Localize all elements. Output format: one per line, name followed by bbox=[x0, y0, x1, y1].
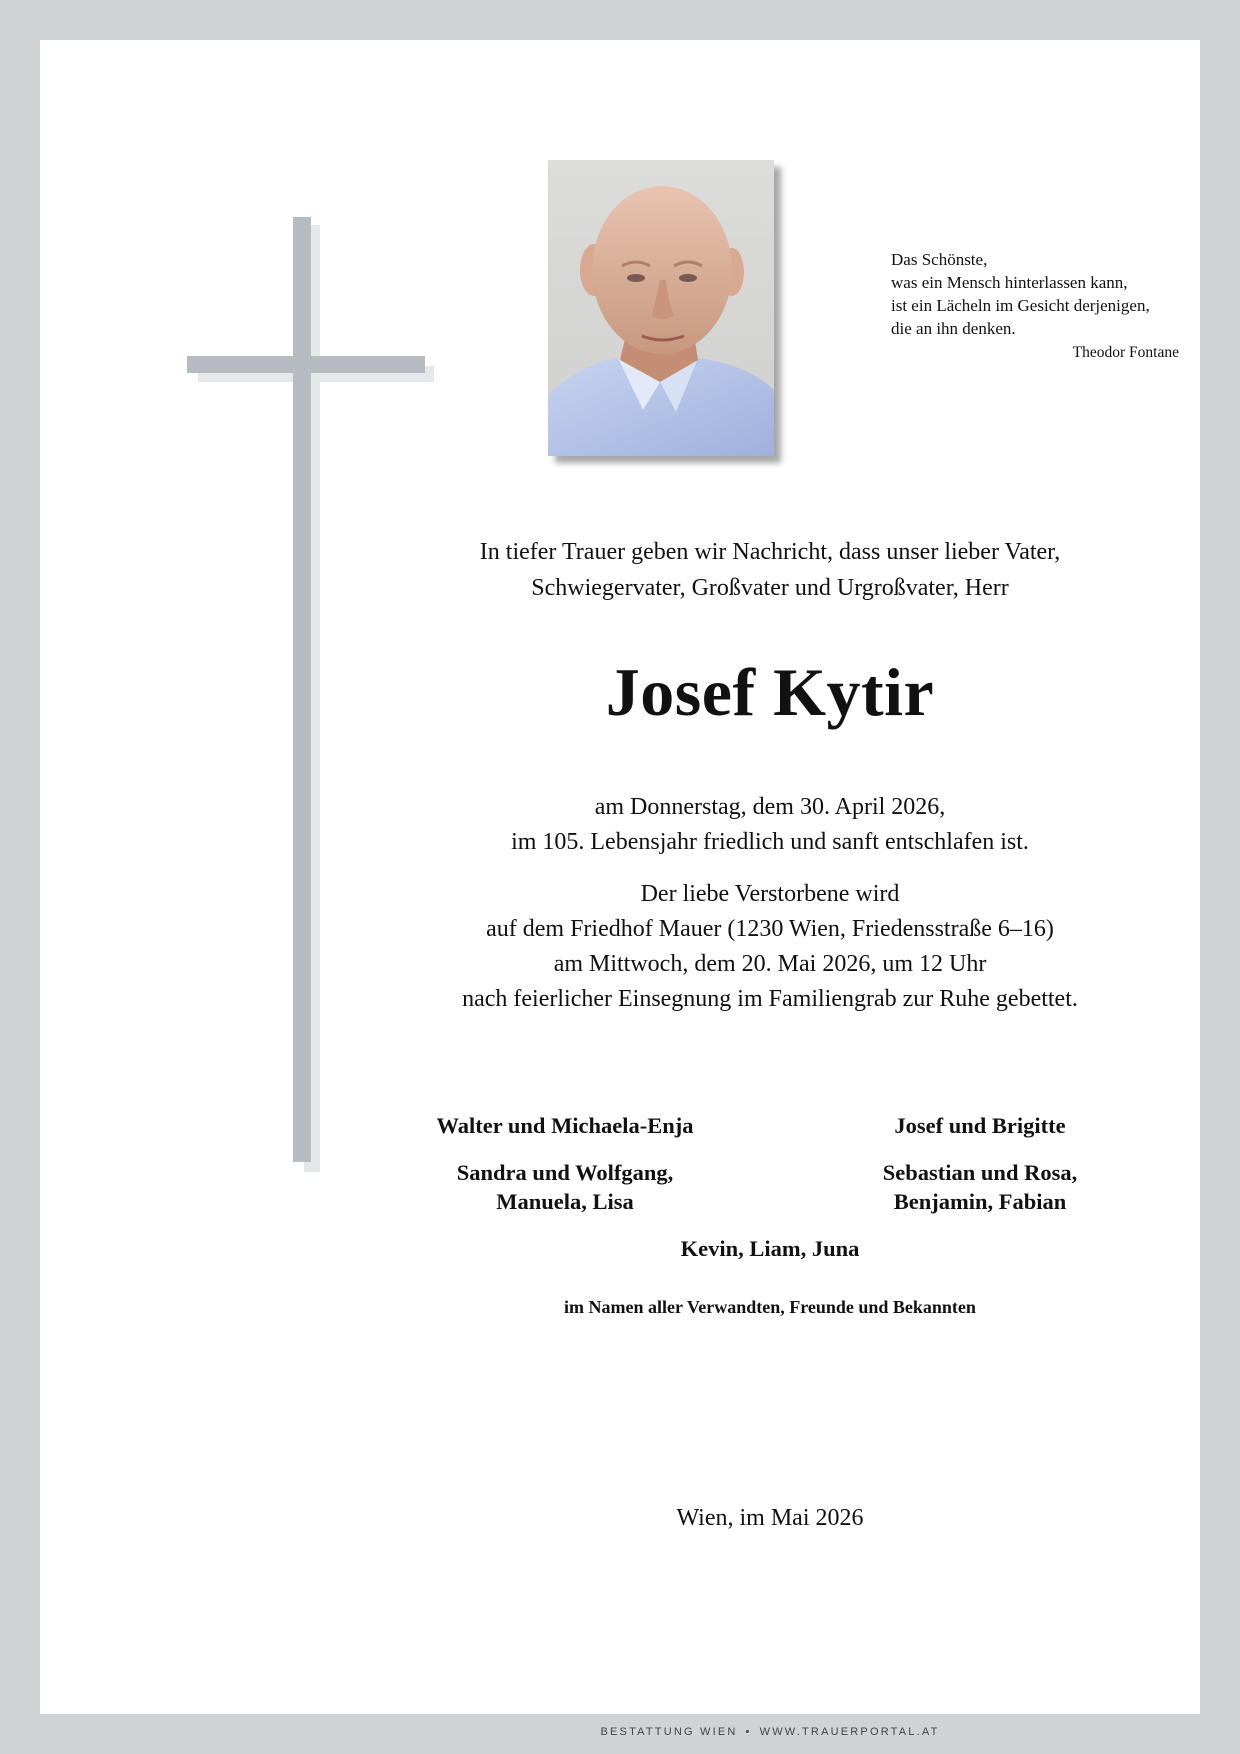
intro-line: In tiefer Trauer geben wir Nachricht, dass unser lieber Vater, bbox=[479, 539, 1061, 565]
funeral-line: auf dem Friedhof Mauer (1230 Wien, Friedensstraße 6–16) bbox=[486, 916, 1054, 942]
death-line: im 105. Lebensjahr friedlich und sanft entschlafen ist. bbox=[511, 829, 1029, 855]
announcement-intro bbox=[370, 534, 1170, 606]
place-date: Wien, im Mai 2026 bbox=[676, 1505, 864, 1531]
footer-website-link[interactable]: WWW.TRAUERPORTAL.AT bbox=[759, 1726, 940, 1738]
funeral-line: Der liebe Verstorbene wird bbox=[640, 881, 900, 907]
mourner-names: Kevin, Liam, Juna bbox=[680, 1236, 860, 1261]
mourner-names bbox=[800, 1158, 1160, 1216]
mourner-names bbox=[385, 1158, 745, 1216]
obituary-page bbox=[40, 40, 1200, 1738]
funeral-line: nach feierlicher Einsegnung im Familiengrab zur Ruhe gebettet. bbox=[462, 986, 1078, 1012]
death-details bbox=[370, 790, 1170, 860]
mourner-names: Josef und Brigitte bbox=[894, 1113, 1066, 1138]
quote-line: was ein Mensch hinterlassen kann, bbox=[891, 273, 1128, 292]
mourner-line: Manuela, Lisa bbox=[496, 1189, 634, 1214]
footer bbox=[370, 1726, 1170, 1738]
quote-line: Das Schönste, bbox=[891, 250, 988, 269]
portrait-image bbox=[548, 160, 774, 456]
quote-author: Theodor Fontane bbox=[1072, 344, 1179, 361]
memorial-quote bbox=[891, 248, 1181, 364]
death-line: am Donnerstag, dem 30. April 2026, bbox=[594, 794, 946, 820]
mourner-names: Walter und Michaela-Enja bbox=[436, 1113, 694, 1138]
cross-icon bbox=[187, 356, 425, 373]
mourner-line: Sebastian und Rosa, bbox=[882, 1160, 1078, 1185]
funeral-details bbox=[370, 877, 1170, 1017]
mourner-line: Benjamin, Fabian bbox=[893, 1189, 1067, 1214]
quote-line: ist ein Lächeln im Gesicht derjenigen, bbox=[891, 296, 1150, 315]
deceased-name: Josef Kytir bbox=[605, 654, 935, 730]
footer-brand: BESTATTUNG WIEN bbox=[600, 1726, 738, 1738]
quote-line: die an ihn denken. bbox=[891, 319, 1016, 338]
portrait-photo bbox=[548, 160, 774, 456]
relatives-note: im Namen aller Verwandten, Freunde und Bekannten bbox=[564, 1297, 976, 1317]
funeral-line: am Mittwoch, dem 20. Mai 2026, um 12 Uhr bbox=[553, 951, 987, 977]
mourner-line: Sandra und Wolfgang, bbox=[456, 1160, 674, 1185]
footer-separator: • bbox=[745, 1726, 752, 1738]
intro-line: Schwiegervater, Großvater und Urgroßvater, Herr bbox=[531, 575, 1009, 601]
